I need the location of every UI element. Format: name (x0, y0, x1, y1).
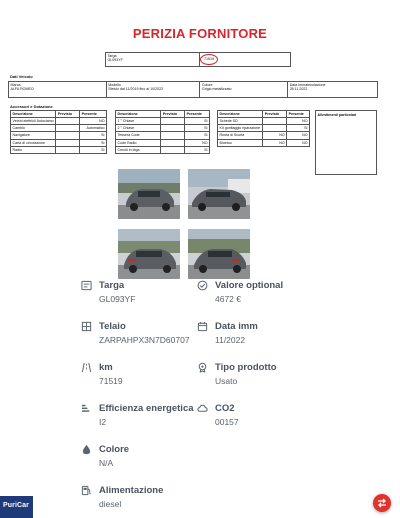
accessori-previsto-cell (56, 132, 80, 139)
accessori-description-cell: Radio (11, 146, 56, 153)
accessori-previsto-cell (161, 132, 185, 139)
accessori-section-title: Accessori e Dotazione (10, 104, 53, 109)
veicolo-table (8, 81, 378, 98)
field-value: N/A (99, 458, 114, 468)
field-value: I2 (99, 417, 107, 427)
accessori-description-cell: Tessera Code (116, 132, 161, 139)
accessori-previsto-cell (56, 146, 80, 153)
field-label: Valore optional (215, 280, 284, 291)
puricar-logo: PuriCar (0, 496, 33, 518)
accessori-row (116, 118, 210, 125)
field-label: Alimentazione (99, 485, 164, 496)
accessori-table-2: Descrizione Previsto Presente 1 ° Chiave SI 2 ° Chiave SI Tessera Code SI Code Radio NO Cerchi in lega SI (117, 112, 208, 152)
chassis-icon (81, 321, 92, 332)
road-icon (81, 362, 92, 373)
field-label: CO2 (215, 403, 235, 414)
field-label: Targa (99, 280, 125, 291)
accessori-previsto-cell (56, 139, 80, 146)
field-value: 4672 € (215, 294, 241, 304)
accessori-presente-cell: SI (80, 146, 107, 153)
accessori-presente-cell: SI (185, 132, 210, 139)
accessori-row (116, 125, 210, 132)
document-title: PERIZIA FORNITORE (132, 26, 268, 41)
accessori-previsto-cell (263, 125, 287, 132)
accessori-presente-cell: NO (287, 139, 310, 146)
accessori-presente-cell: Automatico (80, 125, 107, 132)
accessori-row (116, 139, 210, 146)
accessori-previsto-cell (161, 118, 185, 125)
accessori-presente-cell: SI (185, 118, 210, 125)
field-value: Usato (215, 376, 238, 386)
car-photo-rear-side[interactable] (188, 229, 250, 279)
check-circle-icon (197, 280, 208, 291)
allestimenti-box: Allestimenti particolari (315, 110, 377, 175)
accessori-row (218, 118, 310, 125)
accessori-previsto-cell: NO (263, 139, 287, 146)
accessori-row (11, 132, 107, 139)
accessori-previsto-cell (161, 139, 185, 146)
field-value: 71519 (99, 376, 123, 386)
accessori-row (218, 139, 310, 146)
car-photo-rear[interactable] (118, 229, 180, 279)
field-value: diesel (99, 499, 122, 509)
accessori-description-cell: Bluetoo (218, 139, 263, 146)
accessori-row (11, 139, 107, 146)
accessori-presente-cell: NO (287, 118, 310, 125)
accessori-presente-cell: SI (287, 125, 310, 132)
field-label: Tipo prodotto (215, 362, 277, 373)
accessori-presente-cell: NO (80, 118, 107, 125)
accessori-previsto-cell (56, 125, 80, 132)
arrows-icon (373, 494, 391, 512)
field-label: Data imm (215, 321, 258, 332)
accessori-previsto-cell: NO (263, 132, 287, 139)
car-photo-side[interactable] (188, 169, 250, 219)
data-imm-cell: Data Immatricolazione 28.11.2022 (288, 82, 378, 98)
km-value-text: 71519 (203, 57, 214, 62)
accessori-description-cell: Ruota di Scorta (218, 132, 263, 139)
targa-cell: Targa GL093YF (106, 53, 200, 67)
accessori-row (116, 132, 210, 139)
accessori-row (116, 146, 210, 153)
modello-cell: Modello Stelvio dal 11/2019 fino al 10/2022 (106, 82, 200, 98)
calendar-icon (197, 321, 208, 332)
car-photo-front[interactable] (118, 169, 180, 219)
accessori-previsto-cell (263, 118, 287, 125)
accessori-description-cell: Carta di circolazione (11, 139, 56, 146)
field-label: Efficienza energetica (99, 403, 194, 414)
field-value: GL093YF (99, 294, 136, 304)
field-label: Colore (99, 444, 130, 455)
accessori-presente-cell: SI (185, 146, 210, 153)
accessori-row (11, 146, 107, 153)
paint-drop-icon (81, 444, 92, 455)
accessori-description-cell: Navigatore (11, 132, 56, 139)
accessori-description-cell: Cerchi in lega (116, 146, 161, 153)
accessori-previsto-cell (56, 118, 80, 125)
accessori-presente-cell: SI (185, 125, 210, 132)
accessori-presente-cell: SI (80, 139, 107, 146)
accessori-row (218, 132, 310, 139)
accessori-row (11, 118, 107, 125)
field-label: km (99, 362, 113, 373)
accessori-row (11, 125, 107, 132)
field-value: ZARPAHPX3N7D60707 (99, 335, 190, 345)
field-value: 00157 (215, 417, 239, 427)
km-highlight-circle (200, 54, 218, 65)
fuel-pump-icon (81, 485, 92, 496)
accessori-description-cell: 1 ° Chiave (116, 118, 161, 125)
accessori-row (218, 125, 310, 132)
marca-cell: Marca ALFA ROMEO (9, 82, 107, 98)
accessori-description-cell: Cambio (11, 125, 56, 132)
accessori-table-3: Descrizione Previsto Presente Schede SD NO Kit gonfiaggio riparazione SI Ruota di Scorta NO NO Bluetoo NO NO (219, 112, 308, 145)
accessori-description-cell: Vetrini elettrici/ Autoclamo (11, 118, 56, 125)
field-value: 11/2022 (215, 335, 246, 345)
accessori-presente-cell: NO (185, 139, 210, 146)
veicolo-section-title: Dati Veicolo (10, 74, 33, 79)
floating-action-button[interactable] (373, 494, 391, 512)
accessori-description-cell: Schede SD (218, 118, 263, 125)
accessori-description-cell: Code Radio (116, 139, 161, 146)
accessori-previsto-cell (161, 125, 185, 132)
accessori-description-cell: Kit gonfiaggio riparazione (218, 125, 263, 132)
accessori-previsto-cell (161, 146, 185, 153)
field-label: Telaio (99, 321, 126, 332)
accessori-presente-cell: NO (287, 132, 310, 139)
accessori-presente-cell: SI (80, 132, 107, 139)
energy-bars-icon (81, 403, 92, 414)
badge-icon (197, 362, 208, 373)
cloud-icon (197, 403, 208, 414)
targa-table (105, 52, 291, 67)
accessori-description-cell: 2 ° Chiave (116, 125, 161, 132)
accessori-table-1: Descrizione Previsto Presente Vetrini elettrici/ Autoclamo NO Cambio Automatico Navigatore SI Carta di circolazione SI Radio SI (12, 112, 105, 152)
license-plate-icon (81, 280, 92, 291)
colore-cell: Colore Grigio metallizzato (200, 82, 288, 98)
